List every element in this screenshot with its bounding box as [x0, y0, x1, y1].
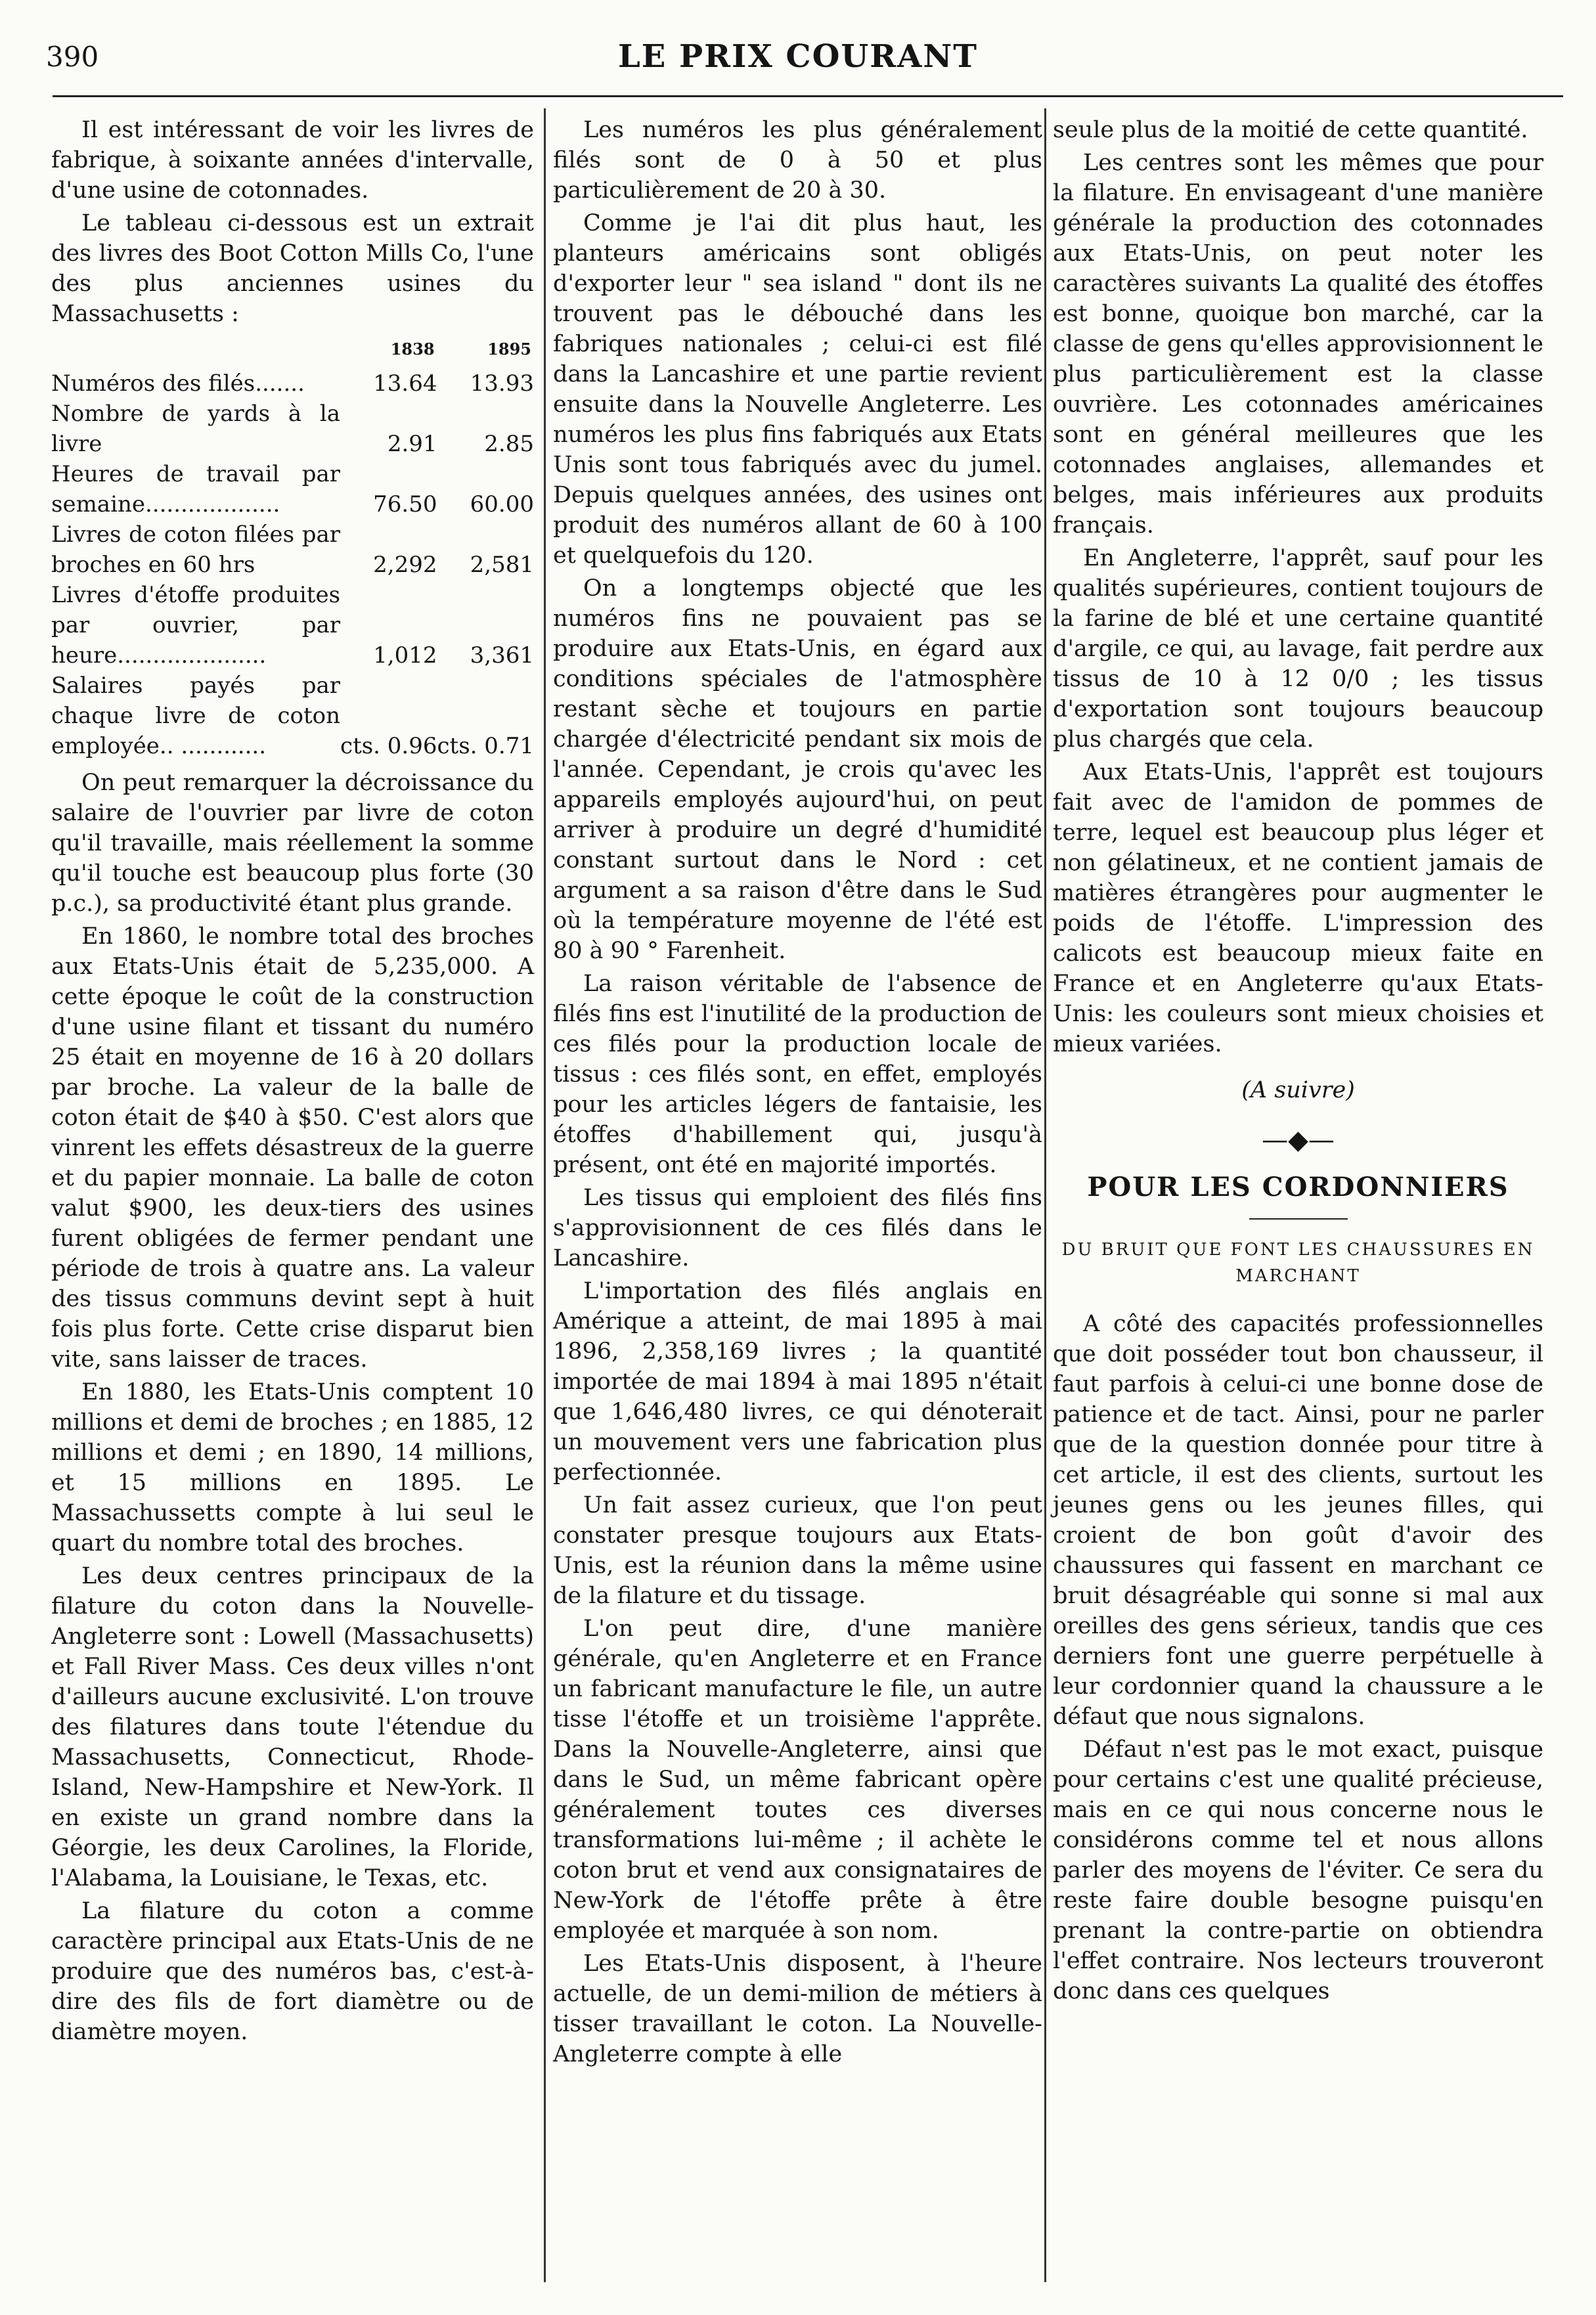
- row-label: Livres d'étoffe produites par ouvrier, par heure.....................: [51, 582, 341, 669]
- column-2: [553, 115, 1042, 2072]
- page-header: [0, 0, 1596, 92]
- paragraph: Les numéros les plus généralement filés sont de 0 à 50 et plus particulièrement de 20 à 30.: [553, 117, 1042, 204]
- paragraph: En 1880, les Etats-Unis comptent 10 millions et demi de broches ; en 1885, 12 millions et demi ; en 1890, 14 millions, et 15 millions en 1895. Le Massachussetts compte à lui seul le quart du nombre total des broches.: [51, 1379, 534, 1556]
- row-label: Salaires payés par chaque livre de coton employée.. ............: [51, 672, 341, 759]
- column-divider: [544, 108, 546, 2282]
- column-3: [1053, 115, 1543, 2009]
- mill-statistics-table: [51, 334, 534, 761]
- paragraph: On a longtemps objecté que les numéros fins ne pouvaient pas se produire aux Etats-Unis, en égard aux conditions spéciales de l'atmosphère restant sèche et toujours en partie chargée d'électricité pendant six mois de l'année. Cependant, je crois qu'avec les appareils employés aujourd'hui, on peut arriver à produire un degré d'humidité constant surtout dans le Nord : cet argument a sa raison d'être dans le Sud où la température moyenne de l'été est 80 à 90 ° Farenheit.: [553, 575, 1042, 964]
- row-value-1895: 2.85: [484, 431, 534, 457]
- column-1: [51, 115, 534, 2050]
- paragraph: Comme je l'ai dit plus haut, les planteurs américains sont obligés d'exporter leur " sea island " dont ils ne trouvent pas le débouché dans les fabriques nationales ; celui-ci est filé dans la Lancashire et une partie revient ensuite dans la Nouvelle Angleterre. Les numéros les plus fins fabriqués aux Etats Unis sont tous fabriqués avec du jumel. Depuis quelques années, des usines ont produit des numéros allant de 60 à 100 et quelquefois du 120.: [553, 210, 1042, 569]
- paragraph: Défaut n'est pas le mot exact, puisque pour certains c'est une qualité précieuse, mais en ce qui nous concerne nous le considérons comme tel et nous allons parler des moyens de l'éviter. Ce sera du reste faire double besogne puisqu'en prenant la contre-partie on obtiendra l'effet contraire. Nos lecteurs trouveront donc dans ces quelques: [1053, 1736, 1543, 2004]
- paragraph: seule plus de la moitié de cette quantité.: [1053, 117, 1528, 143]
- row-value-1838: 76.50: [373, 491, 437, 518]
- row-value-1838: 2,292: [373, 552, 437, 578]
- row-value-1895: 13.93: [470, 370, 534, 397]
- table-header-year-2: 1895: [487, 340, 531, 359]
- table-header-year-1: 1838: [390, 340, 435, 359]
- table-row: [51, 368, 534, 399]
- row-value-1895: 3,361: [470, 642, 534, 669]
- row-label: Nombre de yards à la livre: [51, 401, 341, 457]
- table-row: [51, 580, 534, 671]
- paragraph: Les deux centres principaux de la filature du coton dans la Nouvelle-Angleterre sont : Lowell (Massachusetts) et Fall River Mass. Ces deux villes n'ont d'ailleurs aucune exclusivité. L'on trouve des filatures dans toute l'étendue du Massachusetts, Connecticut, Rhode-Island, New-Hampshire et New-York. Il en existe un grand nombre dans la Géorgie, les deux Carolines, la Floride, l'Alabama, la Louisiane, le Texas, etc.: [51, 1563, 534, 1891]
- row-value-1838: cts. 0.96: [340, 733, 437, 759]
- page-number: 390: [46, 41, 99, 73]
- row-label: Livres de coton filées par broches en 60 hrs: [51, 521, 341, 578]
- paragraph: Les Etats-Unis disposent, à l'heure actuelle, de un demi-milion de métiers à tisser travaillant le coton. La Nouvelle-Angleterre compte à elle: [553, 1951, 1042, 2067]
- paragraph: Il est intéressant de voir les livres de fabrique, à soixante années d'intervalle, d'une usine de cotonnades.: [51, 117, 534, 204]
- paragraph: A côté des capacités professionnelles que doit posséder tout bon chausseur, il faut parfois à celui-ci une bonne dose de patience et de tact. Ainsi, pour ne parler que de la question donnée pour titre à cet article, il est des clients, surtout les jeunes gens ou les jeunes filles, qui croient de bon goût d'avoir des chaussures qui fassent en marchant ce bruit désagréable qui sonne si mal aux oreilles des gens sérieux, tandis que ces derniers font une guerre perpétuelle à leur cordonnier quand la chaussure a le défaut que nous signalons.: [1053, 1311, 1543, 1730]
- paragraph: En Angleterre, l'apprêt, sauf pour les qualités supérieures, contient toujours de la farine de blé et une certaine quantité d'argile, ce qui, au lavage, fait perdre aux tissus de 10 à 12 0/0 ; les tissus d'exportation sont toujours beaucoup plus chargés que cela.: [1053, 545, 1543, 753]
- column-divider: [1044, 108, 1046, 2282]
- row-value-1895: 2,581: [470, 552, 534, 578]
- row-value-1838: 1,012: [373, 642, 437, 669]
- row-value-1895: 60.00: [470, 491, 534, 518]
- row-value-1838: 2.91: [387, 431, 437, 457]
- row-value-1895: cts. 0.71: [437, 733, 534, 759]
- paragraph: La filature du coton a comme caractère principal aux Etats-Unis de ne produire que des numéros bas, c'est-à-dire des fils de fort diamètre ou de diamètre moyen.: [51, 1898, 534, 2045]
- paragraph: Les centres sont les mêmes que pour la filature. En envisageant d'une manière générale la production des cotonnades aux Etats-Unis, on peut noter les caractères suivants La qualité des étoffes est bonne, quoique bon marché, car la classe de gens qu'elles approvisionnent le plus particulièrement est la classe ouvrière. Les cotonnades américaines sont en général meilleures que les cotonnades anglaises, allemandes et belges, mais inférieures aux produits français.: [1053, 150, 1543, 539]
- table-row: [51, 519, 534, 580]
- paragraph: Le tableau ci-dessous est un extrait des livres des Boot Cotton Mills Co, l'une des plus anciennes usines du Massachusetts :: [51, 210, 534, 327]
- table-row: [51, 399, 534, 459]
- table-row: [51, 671, 534, 761]
- section-rule: [1249, 1218, 1348, 1220]
- to-be-continued-note: (A suivre): [1241, 1077, 1355, 1103]
- section-subtitle: DU BRUIT QUE FONT LES CHAUSSURES EN MARCHANT: [1061, 1240, 1535, 1286]
- paragraph: La raison véritable de l'absence de filés fins est l'inutilité de la production de ces filés pour la production locale de tissus : ces filés sont, en effet, employés pour les articles légers de fantaisie, les étoffes d'habillement qui, jusqu'à présent, ont été en majorité importés.: [553, 971, 1042, 1178]
- paragraph: Les tissus qui emploient des filés fins s'approvisionnent de ces filés dans le Lancashire.: [553, 1185, 1042, 1271]
- paragraph: L'importation des filés anglais en Amérique a atteint, de mai 1895 à mai 1896, 2,358,169 livres ; la quantité importée de mai 1894 à mai 1895 n'était que 1,646,480 livres, ce qui dénoterait un mouvement vers une fabrication plus perfectionnée.: [553, 1278, 1042, 1486]
- row-label: Numéros des filés.......: [51, 370, 305, 397]
- section-title: POUR LES CORDONNIERS: [1087, 1172, 1509, 1202]
- journal-title: LE PRIX COURANT: [617, 38, 979, 75]
- row-value-1838: 13.64: [373, 370, 437, 397]
- paragraph: Un fait assez curieux, que l'on peut constater presque toujours aux Etats-Unis, est la réunion dans la même usine de la filature et du tissage.: [553, 1492, 1042, 1609]
- paragraph: On peut remarquer la décroissance du salaire de l'ouvrier par livre de coton qu'il travaille, mais réellement la somme qu'il touche est beaucoup plus forte (30 p.c.), sa productivité étant plus grande.: [51, 770, 534, 917]
- paragraph: L'on peut dire, d'une manière générale, qu'en Angleterre et en France un fabricant manufacture le file, un autre tisse l'étoffe et un troisième l'apprête. Dans la Nouvelle-Angleterre, ainsi que dans le Sud, un même fabricant opère généralement toutes ces diverses transformations lui-même ; il achète le coton brut et vend aux consignataires de New-York de l'étoffe prête à être employée et marquée à son nom.: [553, 1616, 1042, 1944]
- paragraph: En 1860, le nombre total des broches aux Etats-Unis était de 5,235,000. A cette époque le coût de la construction d'une usine filant et tissant du numéro 25 était en moyenne de 16 à 20 dollars par broche. La valeur de la balle de coton était de $40 à $50. C'est alors que vinrent les effets désastreux de la guerre et du papier monnaie. La balle de coton valut $900, les deux-tiers des usines furent obligées de fermer pendant une période de trois à quatre ans. La valeur des tissus communs devint sept à huit fois plus forte. Cette crise disparut bien vite, sans laisser de traces.: [51, 923, 534, 1373]
- ornament-icon: —◆—: [1262, 1125, 1335, 1155]
- row-label: Heures de travail par semaine...................: [51, 461, 341, 518]
- header-rule: [53, 95, 1563, 97]
- table-row: [51, 459, 534, 519]
- paragraph: Aux Etats-Unis, l'apprêt est toujours fait avec de l'amidon de pommes de terre, lequel est beaucoup plus léger et non gélatineux, et ne contient jamais de matières étrangères pour augmenter le poids de l'étoffe. L'impression des calicots est beaucoup mieux faite en France et en Angleterre qu'aux Etats-Unis: les couleurs sont mieux choisies et mieux variées.: [1053, 759, 1543, 1057]
